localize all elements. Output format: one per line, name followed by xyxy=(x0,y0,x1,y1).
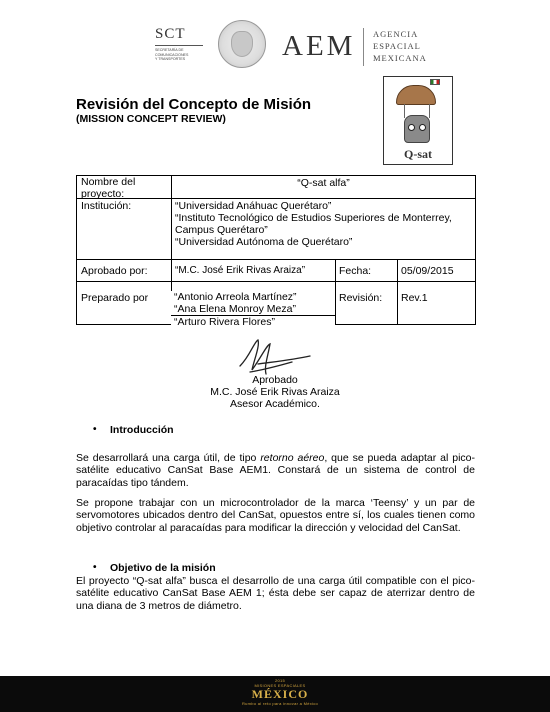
robot-eye-icon xyxy=(419,124,426,131)
revision-label: Revisión: xyxy=(339,292,383,304)
agency-line-3: MEXICANA xyxy=(373,53,427,63)
project-info-table xyxy=(76,175,476,328)
table-row-aprobado xyxy=(77,260,475,282)
bullet-icon: • xyxy=(93,424,97,435)
signature-line-1: Aprobado xyxy=(252,374,298,386)
sct-subtext-3: Y TRANSPORTES xyxy=(155,57,186,61)
agency-line-1: AGENCIA xyxy=(373,29,419,39)
robot-icon xyxy=(404,115,430,143)
sct-logo xyxy=(155,26,215,66)
table-row-preparado xyxy=(77,282,475,328)
footer-bar xyxy=(0,676,550,712)
preparado-value-3: “Arturo Rivera Flores” xyxy=(171,315,335,328)
signature-line-3: Asesor Académico. xyxy=(230,398,320,410)
bullet-icon: • xyxy=(93,562,97,573)
intro-text-a: Se desarrollará una carga útil, de tipo xyxy=(76,452,261,464)
qsat-logo-label: Q-sat xyxy=(404,147,432,161)
aprobado-label: Aprobado por: xyxy=(81,265,148,277)
header xyxy=(0,16,550,66)
fecha-label: Fecha: xyxy=(339,265,372,277)
footer-tagline: Rumbo al reto para innovar a México xyxy=(241,701,319,706)
institucion-value-1: “Universidad Anáhuac Querétaro” xyxy=(175,200,332,212)
fecha-value: 05/09/2015 xyxy=(401,265,454,277)
intro-text-emphasis: retorno aéreo xyxy=(260,452,325,464)
institucion-value-3: Campus Querétaro” xyxy=(175,224,268,236)
institucion-value-2: “Instituto Tecnológico de Estudios Superiores de Monterrey, xyxy=(175,212,452,224)
preparado-value-2: “Ana Elena Monroy Meza” xyxy=(171,303,335,316)
sct-subtext-2: COMUNICACIONES xyxy=(155,52,189,57)
parachute-icon xyxy=(396,85,436,105)
intro-paragraph-1 xyxy=(76,452,475,489)
mexico-seal-icon xyxy=(218,20,266,68)
page-subtitle: (MISSION CONCEPT REVIEW) xyxy=(76,113,226,125)
preparado-value-1: “Antonio Arreola Martínez” xyxy=(171,291,335,304)
eagle-icon xyxy=(231,31,253,57)
table-row-institucion xyxy=(77,199,475,260)
objective-heading: Objetivo de la misión xyxy=(110,562,216,574)
aem-divider xyxy=(363,28,364,66)
nombre-label: Nombre del proyecto: xyxy=(81,176,136,200)
revision-value: Rev.1 xyxy=(401,292,428,304)
intro-text-b: , que se pueda adaptar al pico-satélite educativo CanSat Base AEM1. Constará de un sistema de control de paracaídas tipo tándem. xyxy=(76,452,475,489)
footer-brand: MÉXICO xyxy=(251,687,309,701)
mexico-flag-icon xyxy=(430,79,440,85)
signature-block xyxy=(200,374,350,410)
objective-paragraph: El proyecto “Q-sat alfa” busca el desarrollo de una carga útil compatible con el pico-satélite educativo CanSat Base AEM 1; ésta debe ser capaz de aterrizar dentro de una diana de 3 metros de diámetro. xyxy=(76,575,475,612)
institucion-label: Institución: xyxy=(81,200,132,212)
sct-subtext-1: SECRETARÍA DE xyxy=(155,48,184,52)
footer-logo xyxy=(240,678,320,710)
footer-top: MISIONES ESPACIALES xyxy=(254,683,306,688)
sct-divider xyxy=(155,45,203,46)
aprobado-value: “M.C. José Erik Rivas Araiza” xyxy=(175,265,306,276)
institucion-value-4: “Universidad Autónoma de Querétaro” xyxy=(175,236,353,248)
institucion-values xyxy=(171,199,476,249)
sct-text: SCT xyxy=(155,26,186,42)
footer-year: 2015 xyxy=(274,678,286,683)
nombre-value: “Q-sat alfa” xyxy=(297,177,350,189)
robot-eye-icon xyxy=(408,124,415,131)
agency-name xyxy=(373,28,427,64)
agency-line-2: ESPACIAL xyxy=(373,41,421,51)
aem-logo: AEM xyxy=(282,30,356,62)
page-title: Revisión del Concepto de Misión xyxy=(76,96,312,113)
table-row-nombre xyxy=(77,176,475,199)
signature-line-2: M.C. José Erik Rivas Araiza xyxy=(210,386,340,398)
qsat-logo xyxy=(383,76,453,165)
intro-paragraph-2: Se propone trabajar con un microcontrolador de la marca ‘Teensy’ y un par de servomotores ubicados dentro del CanSat, opuestos entre sí, los cuales tienen como objetivo controlar al paracaídas para modificar la dirección y velocidad del CanSat. xyxy=(76,497,475,534)
intro-heading: Introducción xyxy=(110,424,174,436)
preparado-label: Preparado por xyxy=(81,292,149,304)
